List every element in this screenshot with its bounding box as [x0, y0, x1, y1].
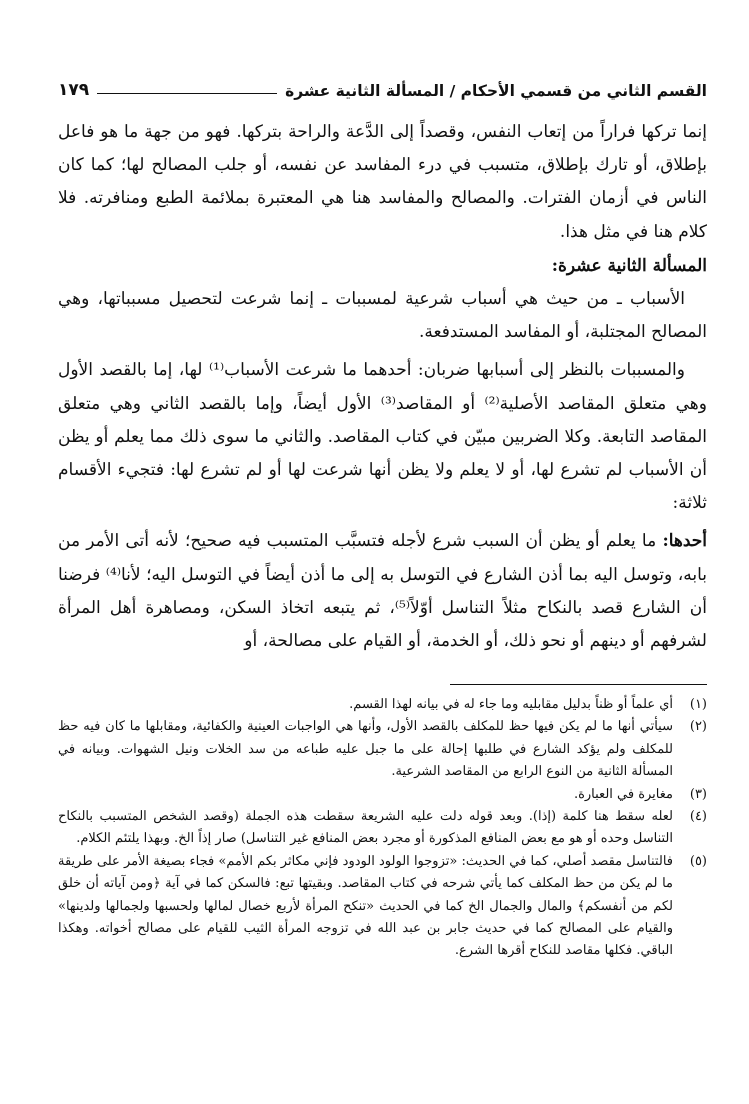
footnote-rule — [450, 684, 707, 685]
main-text — [58, 116, 707, 658]
footnote — [58, 694, 707, 716]
paragraph-3: والمسببات بالنظر إلى أسبابها ضربان: أحدهما ما شرعت الأسباب⁽¹⁾ لها، إما بالقصد الأول وهي متعلق المقاصد الأصلية⁽²⁾ أو المقاصد⁽³⁾ الأول أيضاً، وإما بالقصد الثاني وهي متعلق المقاصد التابعة. وكلا الضربين مبيّن في كتاب المقاصد. والثاني ما سوى ذلك مما يعلم أو يظن أن الأسباب لم تشرع لها، أو لا يعلم ولا يظن أنها شرعت لها أو لم تشرع لها: فتجيء الأقسام ثلاثة: — [58, 360, 707, 514]
running-header — [58, 78, 707, 100]
paragraph-2: الأسباب ـ من حيث هي أسباب شرعية لمسببات ـ إنما شرعت لتحصيل مسبباتها، وهي المصالح المجتلبة، أو المفاسد المستدفعة. — [58, 289, 707, 343]
footnote-text: سيأتي أنها ما لم يكن فيها حظ للمكلف بالقصد الأول، وأنها هي الواجبات العينية والكفائية، ومقابلها ما كان فيه حظ للمكلف ولم يؤكد الشارع في طلبها إحالة على ما جبل عليه طباعه من سد الخلات ونيل الشهوات. وبيانه في المسألة الثانية من النوع الرابع من المقاصد الشرعية. — [58, 719, 673, 780]
page — [58, 78, 707, 658]
footnote — [58, 806, 707, 851]
footnote — [58, 716, 707, 783]
footnote-number: (٣) — [689, 786, 707, 802]
paragraph-4-lead: أحدها: — [662, 531, 708, 552]
footnote-number: (٤) — [689, 809, 707, 825]
section-heading: المسألة الثانية عشرة: — [551, 255, 707, 276]
footnote-text: مغايرة في العبارة. — [573, 786, 673, 802]
paragraph-4-text: ما يعلم أو يظن أن السبب شرع لأجله فتسبَّب المتسبب فيه صحيح؛ لأنه أتى الأمر من بابه، وتوسل اليه بما أذن الشارع في التوسل به إلى ما أذن أيضاً في التوسل اليه؛ لأنا⁽⁴⁾ فرضنا أن الشارع قصد بالنكاح مثلاً التناسل أوّلاً⁽⁵⁾، ثم يتبعه اتخاذ السكن، ومصاهرة أهل المرأة لشرفهم أو دينهم أو نحو ذلك، أو الخدمة، أو القيام على مصالحة، أو — [58, 531, 707, 652]
footnote-number: (٢) — [689, 719, 707, 735]
paragraph-1: إنما تركها فراراً من إتعاب النفس، وقصداً إلى الدَّعة والراحة بتركها. فهو من جهة ما هو فاعل بإطلاق، أو تارك بإطلاق، متسبب في درء المفاسد عن نفسه، أو جلب المصالح لها؛ كما كان الناس في أزمان الفترات. والمصالح والمفاسد هنا هي المعتبرة بملائمة الطبع ومنافرته. فلا كلام هنا في مثل هذا. — [58, 122, 707, 242]
footnote-number: (٥) — [689, 853, 707, 869]
running-title: القسم الثاني من قسمي الأحكام / المسألة الثانية عشرة — [285, 82, 707, 100]
header-rule — [97, 93, 277, 94]
page-number: ١٧٩ — [58, 80, 90, 100]
footnote — [58, 851, 707, 963]
footnote-text: فالتناسل مقصد أصلي، كما في الحديث: «تزوجوا الولود الودود فإني مكاثر بكم الأمم» فجاء بصيغة الأمر على طريقة ما لم يكن من حظ المكلف كما يأتي شرحه في كتاب المقاصد. وبقيتها تبع: فالسكن كما في آية ﴿ومن آياته أن خلق لكم من أنفسكم﴾ والمال والجمال الخ كما في الحديث «تنكح المرأة لأربع خصال لمالها ولحسبها ولجمالها ولدينها» والقيام على المصالح كما في حديث جابر بن عبد الله في تزوجه المرأة الثيب للقيام على مصالح أخواته. وهكذا الباقي. فكلها مقاصد للنكاح أقرها الشرع. — [58, 853, 673, 959]
footnote-text: أي علماً أو ظناً بدليل مقابليه وما جاء له في بيانه لهذا القسم. — [349, 697, 673, 712]
footnotes — [58, 694, 707, 963]
footnote-number: (١) — [689, 697, 707, 712]
paragraph-4 — [58, 525, 707, 658]
footnote — [58, 784, 707, 806]
footnote-text: لعله سقط هنا كلمة (إذا). وبعد قوله دلت عليه الشريعة سقطت هذه الجملة (وقصد الشخص المتسبب بالنكاح التناسل وحده أو هو مع بعض المنافع المذكورة أو مجرد بعض المنافع غير التناسل) صار إذاً الخ. وبهذا يلتئم الكلام. — [58, 809, 673, 847]
